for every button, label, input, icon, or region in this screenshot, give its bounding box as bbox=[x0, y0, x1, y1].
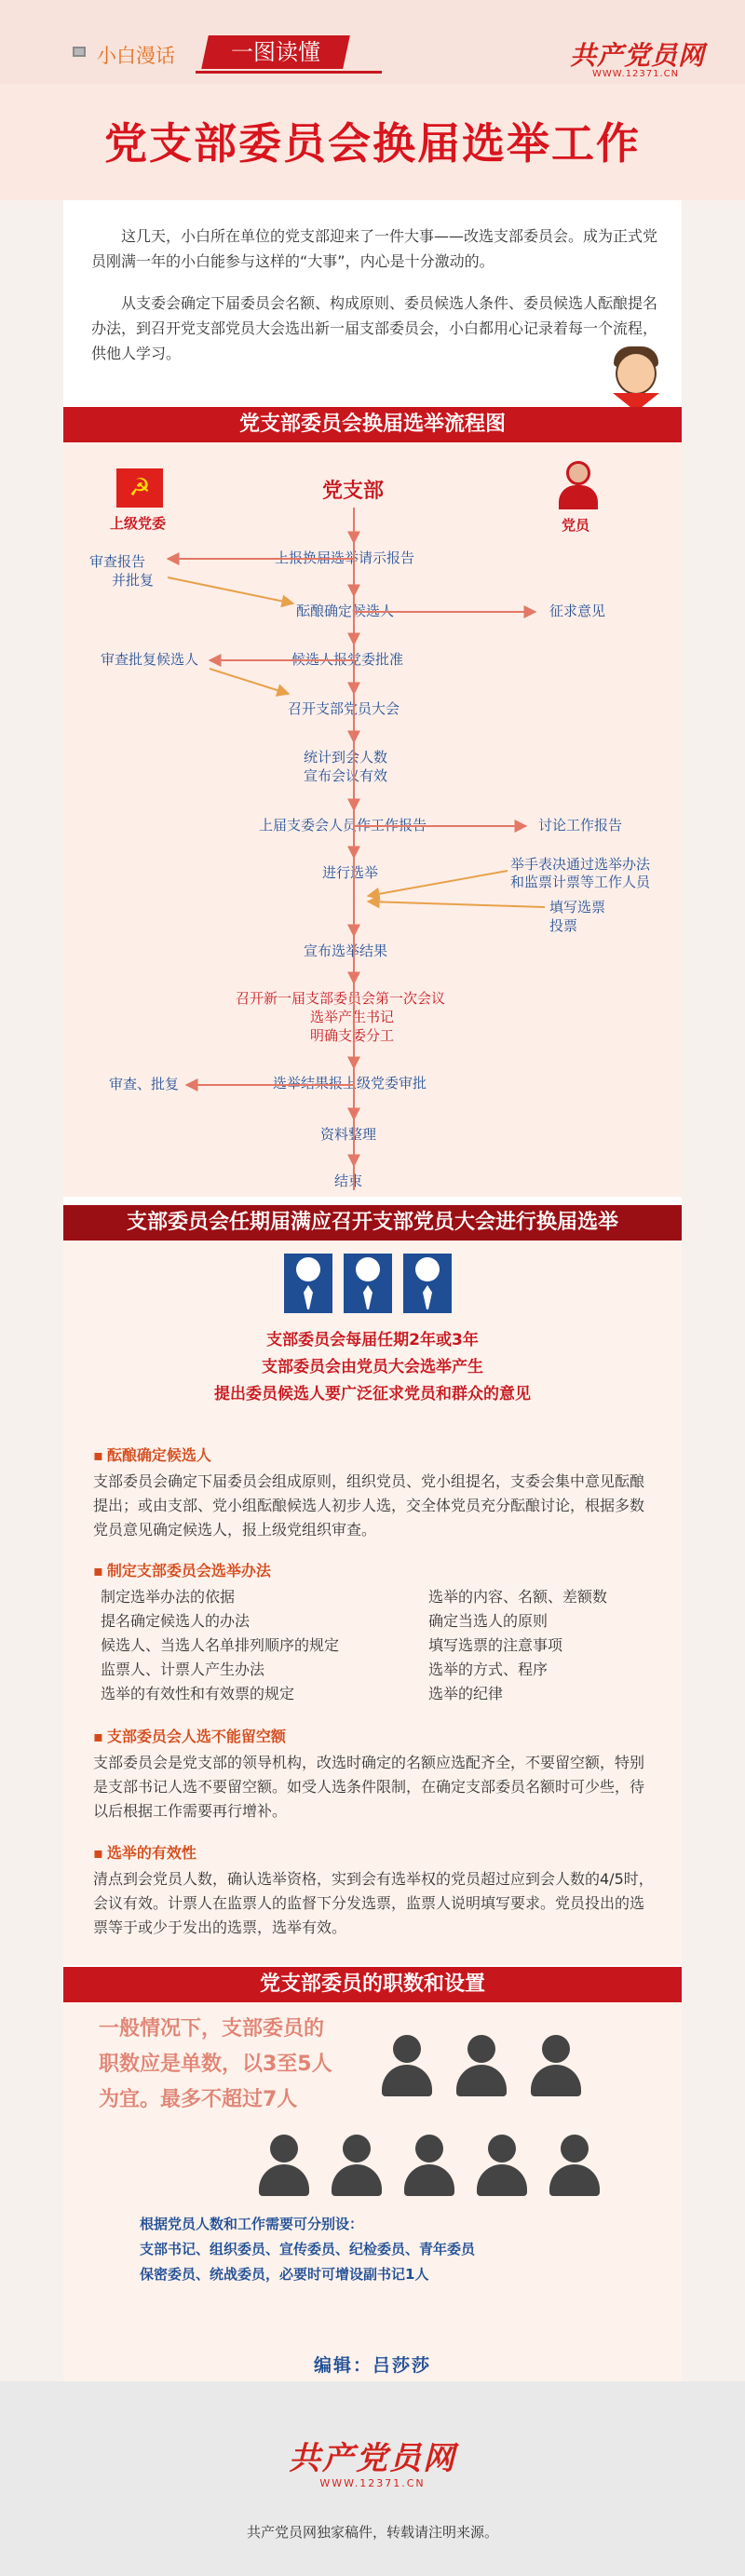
members-note bbox=[140, 2212, 475, 2287]
flow-step-5b: 宣布会议有效 bbox=[304, 767, 388, 784]
editor-credit: 编辑：吕莎莎 bbox=[313, 2355, 431, 2376]
party-member-icon bbox=[559, 461, 598, 509]
para-no-vacancy: 支部委员会是党支部的领导机构，改选时确定的名额应选配齐全，不要留空额，特别是支部书记人选不要留空额。如受人选条件限制，在确定支部委员名额时可少些，待以后根据工作需要再行增补。 bbox=[93, 1754, 645, 1820]
delegate-icon bbox=[403, 1254, 452, 1313]
members-note-line-1: 根据党员人数和工作需要可分别设： bbox=[140, 2216, 364, 2232]
flow-center-head: 党支部 bbox=[322, 480, 385, 503]
flow-left-head: 上级党委 bbox=[110, 515, 167, 532]
subhead-method: ▪ 制定支部委员会选举办法 bbox=[93, 1559, 271, 1580]
members-note-line-2: 支部书记、组织委员、宣传委员、纪检委员、青年委员 bbox=[140, 2241, 476, 2257]
flow-right-2: 讨论工作报告 bbox=[538, 817, 623, 834]
flow-step-1: 上报换届选举请示报告 bbox=[275, 549, 415, 566]
members-line-2: 职数应是单数，以3至5人 bbox=[99, 2053, 332, 2076]
list-item: 候选人、当选人名单排列顺序的规定 bbox=[101, 1636, 340, 1654]
flow-step-11: 资料整理 bbox=[320, 1126, 377, 1143]
term-line-2: 支部委员会由党员大会选举产生 bbox=[262, 1358, 483, 1376]
members-count-text bbox=[99, 2012, 369, 2118]
term-line-3: 提出委员候选人要广泛征求党员和群众的意见 bbox=[214, 1385, 531, 1403]
subhead-no-vacancy: ▪ 支部委员会人选不能留空额 bbox=[93, 1725, 286, 1746]
delegates-group bbox=[284, 1254, 452, 1313]
delegate-icon bbox=[344, 1254, 392, 1313]
person-icon bbox=[531, 2035, 581, 2096]
site-logo-url: WWW.12371.CN bbox=[592, 69, 680, 79]
subhead-candidates: ▪ 酝酿确定候选人 bbox=[93, 1444, 211, 1465]
flow-step-9b: 选举产生书记 bbox=[310, 1009, 395, 1025]
method-list-right bbox=[428, 1585, 670, 1706]
para-candidates: 支部委员会确定下届委员会组成原则，组织党员、党小组提名，支委会集中意见酝酿提出；或由支部、党小组酝酿候选人初步人选，交全体党员充分酝酿讨论，根据多数党员意见确定候选人，报上级党组织审查。 bbox=[93, 1472, 645, 1539]
members-line-3: 为宜。最多不超过7人 bbox=[99, 2088, 298, 2111]
flow-right-4b: 投票 bbox=[549, 917, 578, 934]
para-validity: 清点到会党员人数，确认选举资格，实到会有选举权的党员超过应到会人数的4/5时，会议有效。计票人在监票人的监督下分发选票，监票人说明填写要求。党员投出的选票等于或少于发出的选票，选举有效。 bbox=[93, 1870, 654, 1936]
footer-logo[interactable]: 共产党员网 bbox=[289, 2440, 456, 2477]
flow-left-1a: 审查报告 bbox=[89, 553, 146, 570]
flow-step-7: 进行选举 bbox=[322, 864, 379, 881]
page-title: 党支部委员会换届选举工作 bbox=[104, 118, 641, 169]
flow-right-3b: 和监票计票等工作人员 bbox=[510, 874, 651, 890]
term-line-1: 支部委员会每届任期2年或3年 bbox=[266, 1331, 479, 1349]
term-banner: 支部委员会任期届满应召开支部党员大会进行换届选举 bbox=[63, 1205, 682, 1241]
flow-left-3: 审查、批复 bbox=[109, 1076, 180, 1092]
person-icon bbox=[382, 2035, 432, 2096]
person-icon bbox=[332, 2135, 382, 2196]
person-icon bbox=[259, 2135, 309, 2196]
flow-banner: 党支部委员会换届选举流程图 bbox=[63, 407, 682, 442]
intro-paragraph-2: 从支委会确定下届委员会名额、构成原则、委员候选人条件、委员候选人酝酿提名办法，到召开党支部党员大会选出新一届支部委员会，小白都用心记录着每一个流程，供他人学习。 bbox=[91, 294, 658, 362]
flow-step-5a: 统计到会人数 bbox=[304, 749, 388, 766]
subhead-validity: ▪ 选举的有效性 bbox=[93, 1841, 196, 1863]
flow-left-1b: 并批复 bbox=[112, 572, 155, 589]
intro-paragraph-1: 这几天，小白所在单位的党支部迎来了一件大事——改选支部委员会。成为正式党员刚满一年的小白能参与这样的“大事”，内心是十分激动的。 bbox=[91, 227, 658, 270]
cartoon-boy-icon bbox=[605, 346, 667, 410]
flow-step-3: 候选人报党委批准 bbox=[291, 651, 404, 668]
flow-step-9a: 召开新一届支部委员会第一次会议 bbox=[236, 990, 446, 1007]
list-item: 选举的内容、名额、差额数 bbox=[428, 1588, 608, 1606]
flow-right-1: 征求意见 bbox=[549, 603, 606, 619]
members-note-line-3: 保密委员、统战委员，必要时可增设副书记1人 bbox=[140, 2266, 429, 2283]
flow-step-10: 选举结果报上级党委审批 bbox=[273, 1075, 427, 1091]
list-item: 选举的有效性和有效票的规定 bbox=[101, 1685, 295, 1702]
flow-right-head: 党员 bbox=[562, 517, 590, 534]
flow-left-2: 审查批复候选人 bbox=[101, 651, 199, 668]
list-item: 选举的方式、程序 bbox=[428, 1661, 549, 1678]
flow-right-3a: 举手表决通过选举办法 bbox=[510, 856, 651, 873]
footer-note: 共产党员网独家稿件，转载请注明来源。 bbox=[246, 2524, 498, 2541]
list-item: 填写选票的注意事项 bbox=[428, 1636, 563, 1654]
flow-step-8: 宣布选举结果 bbox=[304, 942, 388, 959]
intro-text bbox=[91, 224, 667, 366]
flow-step-6: 上届支委会人员作工作报告 bbox=[259, 817, 427, 834]
method-list-left bbox=[101, 1585, 417, 1706]
flow-step-2: 酝酿确定候选人 bbox=[296, 603, 395, 619]
list-item: 提名确定候选人的办法 bbox=[101, 1612, 251, 1630]
person-icon bbox=[477, 2135, 527, 2196]
members-banner: 党支部委员的职数和设置 bbox=[63, 1967, 682, 2002]
flow-step-12: 结束 bbox=[334, 1173, 363, 1189]
flow-right-4a: 填写选票 bbox=[549, 899, 606, 915]
delegate-icon bbox=[284, 1254, 332, 1313]
term-highlights bbox=[0, 1327, 745, 1408]
list-item: 选举的纪律 bbox=[428, 1685, 504, 1702]
person-icon bbox=[404, 2135, 454, 2196]
person-icon bbox=[456, 2035, 507, 2096]
party-flag-icon: ☭ bbox=[116, 468, 163, 508]
list-item: 监票人、计票人产生办法 bbox=[101, 1661, 265, 1678]
footer-logo-url: WWW.12371.CN bbox=[319, 2477, 426, 2489]
section-tag: 小白漫话 bbox=[97, 45, 175, 67]
person-icon bbox=[549, 2135, 600, 2196]
site-logo[interactable]: 共产党员网 bbox=[570, 40, 706, 71]
flow-step-9c: 明确支委分工 bbox=[310, 1027, 395, 1044]
flow-step-4: 召开支部党员大会 bbox=[288, 700, 400, 717]
badge: 一图读懂 bbox=[201, 35, 350, 69]
badge-underline bbox=[196, 71, 382, 74]
members-line-1: 一般情况下，支部委员的 bbox=[99, 2017, 325, 2040]
list-item: 制定选举办法的依据 bbox=[101, 1588, 236, 1606]
list-item: 确定当选人的原则 bbox=[428, 1612, 549, 1630]
